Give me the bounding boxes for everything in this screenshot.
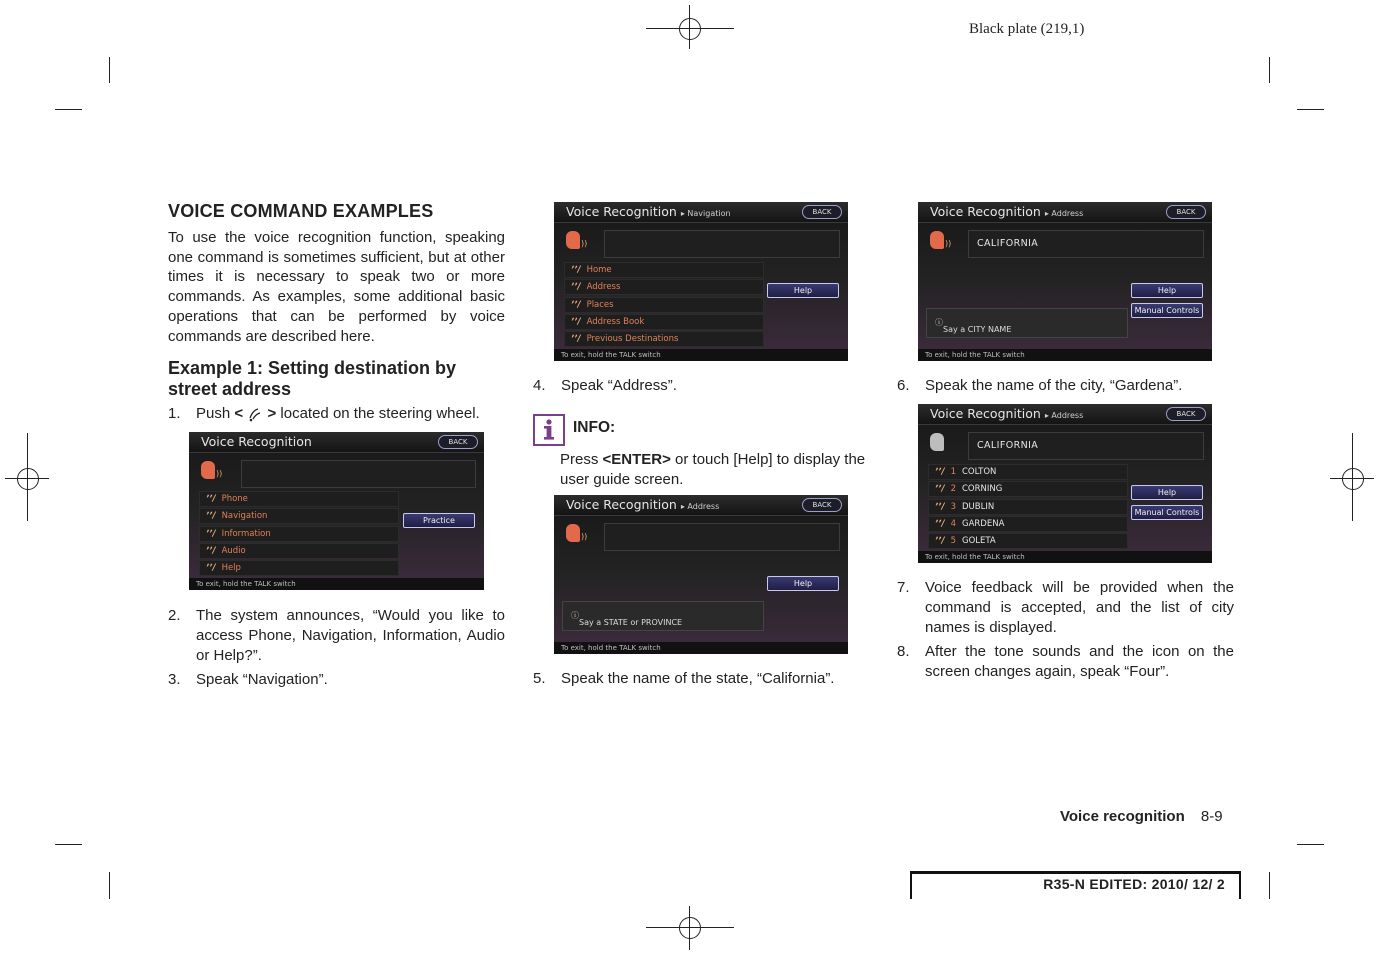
screen-subtitle: ▸ Address — [1044, 209, 1084, 218]
back-button[interactable]: BACK — [802, 205, 842, 219]
bracket-open: < — [234, 404, 244, 422]
voice-prompt: ⓘ Say a STATE or PROVINCE — [562, 601, 764, 631]
screen-footer: To exit, hold the TALK switch — [189, 578, 484, 590]
screen-footer: To exit, hold the TALK switch — [918, 349, 1212, 361]
screen-title: Voice Recognition — [930, 406, 1041, 421]
help-button[interactable]: Help — [1131, 485, 1203, 500]
screen-subtitle: ▸ Address — [680, 502, 720, 511]
menu-item-previous-destinations[interactable]: ʼʼ/ Previous Destinations — [564, 331, 764, 347]
section-heading: VOICE COMMAND EXAMPLES — [168, 201, 434, 221]
section-name: Voice recognition — [1060, 808, 1185, 825]
intro-paragraph: To use the voice recognition function, speaking one command is sometimes sufficient, but at other times it is necessary to speak two or more commands. As examples, some additional basic operations that can be performed by voice commands are described here. — [168, 228, 505, 345]
example-heading: Example 1: Setting destination by street address — [168, 357, 457, 399]
step-5: 5. Speak the name of the state, “California”. — [533, 670, 835, 687]
input-bar — [241, 460, 476, 488]
screen-title: Voice Recognition — [930, 204, 1041, 219]
back-button[interactable]: BACK — [1166, 205, 1206, 219]
speaker-icon-gray — [930, 433, 952, 455]
page-number: 8-9 — [1200, 808, 1223, 825]
step-3: 3. Speak “Navigation”. — [168, 671, 328, 689]
talk-switch-icon — [247, 406, 263, 422]
screen-title: Voice Recognition — [566, 204, 677, 219]
speaker-icon: )) — [930, 231, 952, 253]
step-1-pre: Push — [196, 404, 235, 422]
speaker-icon: )) — [201, 461, 223, 483]
help-button[interactable]: Help — [767, 283, 839, 298]
plate-label: Black plate (219,1) — [969, 21, 1085, 37]
city-list — [928, 464, 1128, 550]
back-button[interactable]: BACK — [438, 435, 478, 449]
step-1 — [168, 404, 505, 424]
speaker-icon: )) — [566, 231, 588, 253]
step-number: 1. — [168, 404, 181, 422]
back-button[interactable]: BACK — [1166, 407, 1206, 421]
screen-title: Voice Recognition — [201, 434, 312, 449]
screen-subtitle: ▸ Navigation — [680, 209, 731, 218]
speaker-icon: )) — [566, 524, 588, 546]
screen-footer: To exit, hold the TALK switch — [918, 551, 1212, 563]
screenshot-voice-recognition-main — [189, 432, 484, 590]
voice-prompt: ⓘ Say a CITY NAME — [926, 308, 1128, 338]
step-8: 8. After the tone sounds and the icon on the screen changes again, speak “Four”. — [897, 643, 1234, 681]
screen-footer: To exit, hold the TALK switch — [554, 349, 848, 361]
info-text: Press <ENTER> or touch [Help] to display the user guide screen. — [560, 451, 866, 488]
step-6: 6. Speak the name of the city, “Gardena”. — [897, 377, 1183, 394]
menu-item-address[interactable]: ʼʼ/ Address — [564, 279, 764, 295]
step-1-post: located on the steering wheel. — [276, 404, 480, 422]
command-list — [564, 262, 764, 348]
step-4: 4. Speak “Address”. — [533, 377, 677, 394]
screenshot-address-city — [918, 202, 1212, 361]
city-item[interactable]: ʼʼ/ 5 GOLETA — [928, 533, 1128, 549]
state-value: CALIFORNIA — [977, 238, 1039, 249]
column-3-lower — [897, 578, 1234, 682]
menu-item-address-book[interactable]: ʼʼ/ Address Book — [564, 314, 764, 330]
edit-stamp-text: R35-N EDITED: 2010/ 12/ 2 — [1043, 876, 1225, 892]
practice-button[interactable]: Practice — [403, 513, 475, 528]
city-item[interactable]: ʼʼ/ 4 GARDENA — [928, 516, 1128, 532]
menu-item-information[interactable]: ʼʼ/ Information — [199, 526, 399, 542]
menu-item-audio[interactable]: ʼʼ/ Audio — [199, 543, 399, 559]
edit-stamp — [910, 871, 1241, 899]
help-button[interactable]: Help — [767, 576, 839, 591]
city-item[interactable]: ʼʼ/ 1 COLTON — [928, 464, 1128, 480]
menu-item-navigation[interactable]: ʼʼ/ Navigation — [199, 508, 399, 524]
column-1 — [168, 202, 505, 423]
menu-item-home[interactable]: ʼʼ/ Home — [564, 262, 764, 278]
manual-controls-button[interactable]: Manual Controls — [1131, 303, 1203, 318]
back-button[interactable]: BACK — [802, 498, 842, 512]
input-bar — [968, 230, 1204, 258]
screenshot-address-state — [554, 495, 848, 654]
screen-footer: To exit, hold the TALK switch — [554, 642, 848, 654]
screen-subtitle: ▸ Address — [1044, 411, 1084, 420]
state-value: CALIFORNIA — [977, 440, 1039, 451]
city-item[interactable]: ʼʼ/ 2 CORNING — [928, 481, 1128, 497]
menu-item-places[interactable]: ʼʼ/ Places — [564, 297, 764, 313]
step-2: 2. The system announces, “Would you like to access Phone, Navigation, Information, Audio or Help?”. — [168, 607, 505, 664]
enter-key: <ENTER> — [602, 451, 671, 468]
screenshot-city-list — [918, 404, 1212, 563]
city-item[interactable]: ʼʼ/ 3 DUBLIN — [928, 499, 1128, 515]
menu-item-phone[interactable]: ʼʼ/ Phone — [199, 491, 399, 507]
input-bar — [968, 432, 1204, 460]
input-bar — [604, 230, 840, 258]
screenshot-navigation-menu — [554, 202, 848, 361]
info-icon — [533, 414, 565, 446]
help-button[interactable]: Help — [1131, 283, 1203, 298]
screen-title: Voice Recognition — [566, 497, 677, 512]
column-1-lower — [168, 606, 505, 690]
step-7: 7. Voice feedback will be provided when the command is accepted, and the list of city names is displayed. — [897, 579, 1234, 636]
menu-item-help[interactable]: ʼʼ/ Help — [199, 560, 399, 576]
info-title: INFO: — [573, 419, 616, 436]
page-footer — [1060, 808, 1223, 825]
manual-controls-button[interactable]: Manual Controls — [1131, 505, 1203, 520]
bracket-close: > — [267, 404, 277, 422]
input-bar — [604, 523, 840, 551]
command-list — [199, 491, 399, 577]
